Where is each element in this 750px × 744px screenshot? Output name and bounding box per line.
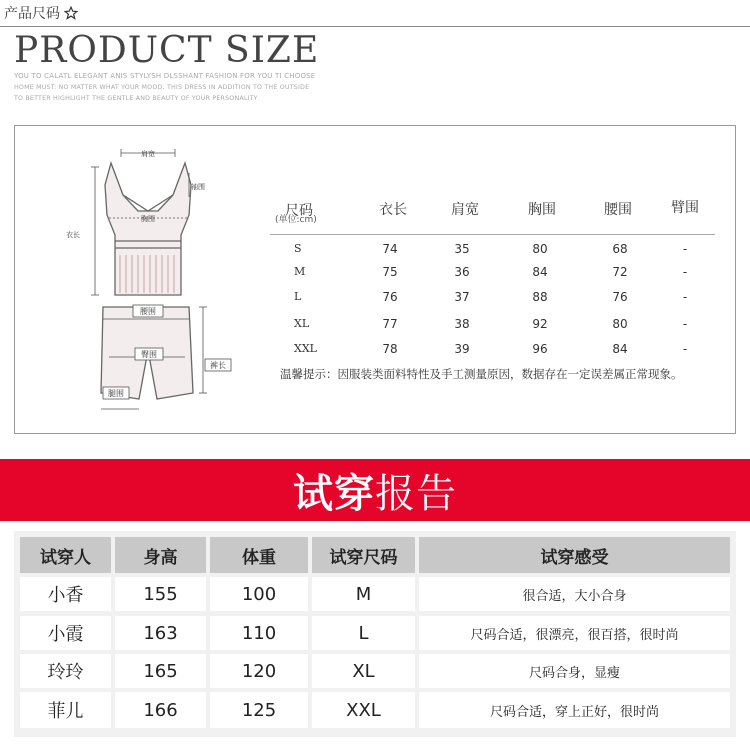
size-cell: -: [682, 242, 688, 256]
divider: [0, 26, 750, 27]
size-cell: 76: [382, 290, 398, 304]
hip-label: 臀围: [141, 350, 157, 359]
subtitle-line-3: TO BETTER HIGHLIGHT THE GENTLE AND BEAUTY OF YOUR PERSONALITY: [14, 95, 258, 102]
pant-length-label: 裤长: [210, 361, 226, 370]
table-cell: L: [312, 616, 415, 650]
size-cell: 39: [454, 342, 470, 356]
size-cell: 38: [454, 317, 470, 331]
size-cell: 80: [532, 242, 548, 256]
size-cell: S: [294, 242, 302, 255]
subtitle-line-2: HOME MUST: NO MATTER WHAT YOUR MOOD. THIS DRESS IN ADDITION TO THE OUTSIDE: [14, 84, 310, 91]
size-cell: 84: [532, 265, 548, 279]
header-cell: 体重: [210, 537, 308, 573]
header-cell: 试穿尺码: [312, 537, 415, 573]
table-cell: XL: [312, 654, 415, 688]
size-row: [270, 290, 715, 314]
length-label: 衣长: [66, 231, 80, 239]
table-cell: 尺码合身，显瘦: [419, 654, 730, 688]
size-table-header: [270, 188, 715, 235]
table-cell: XXL: [312, 692, 415, 728]
column-waist: 腰围: [604, 202, 632, 218]
column-arm: 臂围: [671, 200, 699, 216]
size-cell: 77: [382, 317, 398, 331]
size-cell: 88: [532, 290, 548, 304]
size-cell: 80: [612, 317, 628, 331]
banner-title-bold: 试穿: [293, 470, 375, 517]
size-header: 尺码: [285, 203, 313, 219]
size-cell: -: [682, 317, 688, 331]
table-cell: 小霞: [20, 616, 111, 650]
table-cell: 玲玲: [20, 654, 111, 688]
header-cell: 试穿感受: [419, 537, 730, 573]
table-cell: 125: [210, 692, 308, 728]
size-cell: -: [682, 290, 688, 304]
page-title: PRODUCT SIZE: [14, 30, 320, 71]
table-cell: 菲儿: [20, 692, 111, 728]
table-cell: 166: [115, 692, 206, 728]
size-cell: 36: [454, 265, 470, 279]
table-cell: 很合适，大小合身: [419, 577, 730, 611]
table-cell: M: [312, 577, 415, 611]
table-cell: 120: [210, 654, 308, 688]
armhole-label: 袖围: [191, 183, 205, 191]
size-cell: 76: [612, 290, 628, 304]
size-row: [270, 342, 715, 366]
size-cell: 37: [454, 290, 470, 304]
table-cell: 155: [115, 577, 206, 611]
size-cell: 92: [532, 317, 548, 331]
table-cell: 尺码合适，穿上正好，很时尚: [419, 692, 730, 728]
waist-label: 腰围: [140, 307, 156, 316]
size-row: [270, 265, 715, 289]
size-cell: 75: [382, 265, 398, 279]
try-on-banner: [0, 459, 750, 521]
size-cell: -: [682, 342, 688, 356]
table-cell: 165: [115, 654, 206, 688]
unit-label: (单位:cm): [275, 215, 317, 225]
table-cell: 小香: [20, 577, 111, 611]
size-cell: 68: [612, 242, 628, 256]
header-cell: 身高: [115, 537, 206, 573]
section-label-text: 产品尺码: [4, 6, 60, 22]
try-on-table: [14, 531, 736, 737]
table-cell: 100: [210, 577, 308, 611]
banner-title-normal: 报告: [375, 470, 457, 517]
size-cell: XXL: [294, 342, 317, 355]
size-cell: L: [294, 290, 302, 303]
size-cell: 96: [532, 342, 548, 356]
size-cell: 72: [612, 265, 628, 279]
size-cell: -: [682, 265, 688, 279]
size-cell: XL: [294, 317, 310, 330]
table-cell: 尺码合适，很漂亮，很百搭，很时尚: [419, 616, 730, 650]
size-cell: M: [294, 265, 306, 278]
size-row: [270, 242, 715, 266]
size-cell: 78: [382, 342, 398, 356]
shoulder-label: 肩宽: [141, 150, 155, 158]
table-cell: 163: [115, 616, 206, 650]
star-outline-icon: [64, 6, 78, 20]
chest-label: 胸围: [141, 215, 155, 223]
thigh-label: 腿围: [108, 389, 124, 398]
header-cell: 试穿人: [20, 537, 111, 573]
size-cell: 74: [382, 242, 398, 256]
section-label: [4, 3, 78, 23]
size-cell: 35: [454, 242, 470, 256]
column-shoulder: 肩宽: [451, 202, 479, 218]
column-length: 衣长: [379, 202, 407, 218]
garment-illustration: [63, 145, 243, 425]
banner-title: [0, 459, 750, 521]
size-cell: 84: [612, 342, 628, 356]
subtitle-line-1: YOU TO CALATL ELEGANT ANIS STYLYSH DLSSHANT FASHION FOR YOU TI CHOOSE: [14, 72, 316, 80]
table-cell: 110: [210, 616, 308, 650]
measurement-note: 温馨提示：因服装类面料特性及手工测量原因，数据存在一定误差属正常现象。: [280, 367, 683, 381]
column-chest: 胸围: [528, 202, 556, 218]
size-row: [270, 317, 715, 341]
